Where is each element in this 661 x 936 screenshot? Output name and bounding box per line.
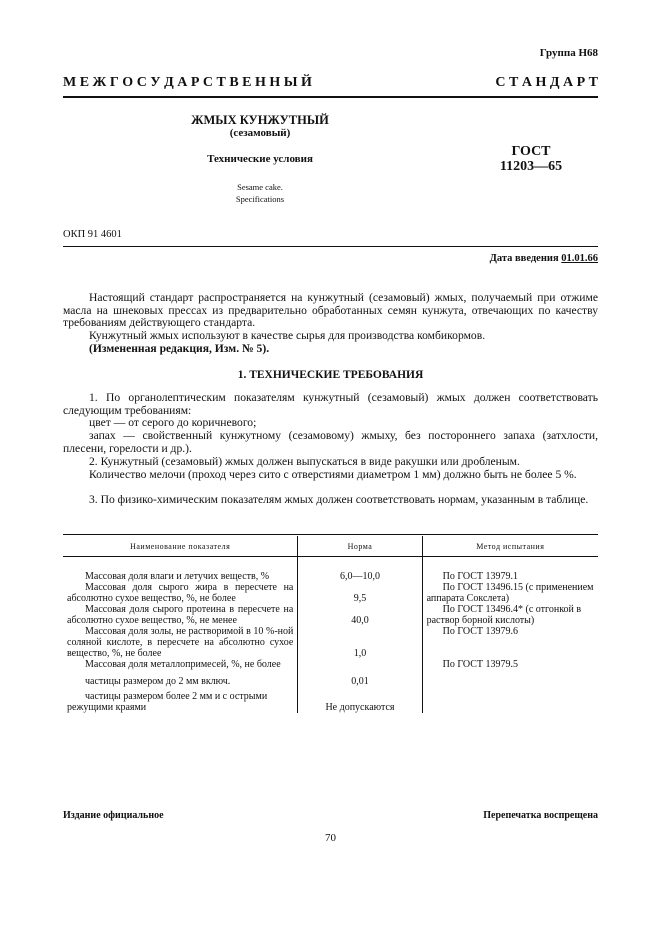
group-code: Группа Н68 [539, 47, 598, 59]
intro-paragraph-1: Настоящий стандарт распространяется на кунжутный (сезамовый) жмых, получаемый при отжиме масла на шнековых прессах из предварительно обработанных семян кунжута, отвечающих по качеству требованиям действующего стандарта. [63, 291, 598, 330]
gost-number: 11203—65 [499, 159, 563, 174]
table-row [63, 571, 598, 582]
doc-kind: Технические условия [207, 153, 313, 165]
okp-code: ОКП 91 4601 [63, 229, 122, 240]
row-name: Массовая доля золы, не растворимой в 10 %-ной соляной кислоте, в пересчете на абсолютно сухое вещество, %, не более [63, 626, 298, 659]
row-norm: 40,0 [298, 604, 422, 626]
banner-word-2: С Т А Н Д А Р Т [495, 75, 598, 90]
header-name: Наименование показателя [63, 536, 298, 557]
row-name: Массовая доля сырого жира в пересчете на абсолютно сухое вещество, %, не более [63, 582, 298, 604]
row-method: По ГОСТ 13979.5 [442, 659, 518, 670]
req-paragraph-4: 2. Кунжутный (сезамовый) жмых должен выпускаться в виде ракушки или дробленым. [89, 455, 520, 468]
table-row [63, 687, 598, 713]
gost-label: ГОСТ [511, 144, 551, 159]
official-edition: Издание официальное [63, 810, 164, 821]
req-paragraph-3: запах — свойственный кунжутному (сезамовому) жмыху, без постороннего запаха (затхлости, плесени, горелости и др.). [63, 429, 598, 455]
req-paragraph-1: 1. По органолептическим показателям кунжутный (сезамовый) жмых должен соответствовать следующим требованиям: [63, 391, 598, 417]
table-row [63, 582, 598, 604]
standard-banner [63, 75, 598, 91]
table-row [63, 670, 598, 687]
row-name: частицы размером более 2 мм и с острыми режущими краями [63, 687, 298, 713]
row-norm: 6,0—10,0 [298, 571, 422, 582]
requirements-table [63, 536, 598, 713]
table-row [63, 604, 598, 626]
row-method: По ГОСТ 13496.4* (с отгонкой в раствор борной кислоты) [426, 604, 582, 626]
doc-subtitle: (сезамовый) [229, 127, 291, 139]
table-header-row [63, 536, 598, 557]
row-method [422, 687, 598, 713]
table-row [63, 659, 598, 670]
row-name: Массовая доля влаги и летучих веществ, % [63, 571, 298, 582]
row-method [422, 670, 598, 687]
english-title-2: Specifications [235, 194, 285, 204]
row-method: По ГОСТ 13496.15 (с применением аппарата Сокслета) [426, 582, 594, 604]
req-paragraph-2: цвет — от серого до коричневого; [89, 416, 257, 429]
date-label: Дата введения [489, 253, 559, 264]
row-norm: Не допускаются [298, 687, 422, 713]
row-name: частицы размером до 2 мм включ. [63, 670, 298, 687]
intro-paragraph-2: Кунжутный жмых используют в качестве сырья для производства комбикормов. [89, 329, 486, 342]
intro-date [490, 253, 598, 264]
row-norm: 1,0 [298, 626, 422, 659]
date-value: 01.01.66 [561, 253, 598, 264]
table-top-rule [63, 534, 598, 535]
okp-rule [63, 246, 598, 247]
row-method: По ГОСТ 13979.1 [442, 571, 518, 582]
section-heading: 1. ТЕХНИЧЕСКИЕ ТРЕБОВАНИЯ [237, 369, 424, 381]
doc-title: ЖМЫХ КУНЖУТНЫЙ [191, 113, 329, 127]
page-number: 70 [325, 832, 336, 844]
row-name: Массовая доля металлопримесей, %, не более [63, 659, 298, 670]
banner-word-1: М Е Ж Г О С У Д А Р С Т В Е Н Н Ы Й [63, 75, 312, 90]
banner-rule [63, 96, 598, 98]
header-method: Метод испытания [422, 536, 598, 557]
row-method: По ГОСТ 13979.6 [442, 626, 518, 637]
row-norm [298, 659, 422, 670]
req-paragraph-5: Количество мелочи (проход через сито с отверстиями диаметром 1 мм) должно быть не более 5 %. [89, 468, 577, 481]
english-title-1: Sesame cake. [237, 182, 283, 192]
row-norm: 9,5 [298, 582, 422, 604]
amendment-note: (Измененная редакция, Изм. № 5). [89, 342, 270, 355]
row-name: Массовая доля сырого протеина в пересчете на абсолютно сухое вещество, %, не менее [63, 604, 298, 626]
row-norm: 0,01 [298, 670, 422, 687]
table-row [63, 626, 598, 659]
req-paragraph-6: 3. По физико-химическим показателям жмых должен соответствовать нормам, указанным в таблице. [89, 493, 589, 506]
reprint-prohibited: Перепечатка воспрещена [483, 810, 598, 821]
header-norm: Норма [298, 536, 422, 557]
